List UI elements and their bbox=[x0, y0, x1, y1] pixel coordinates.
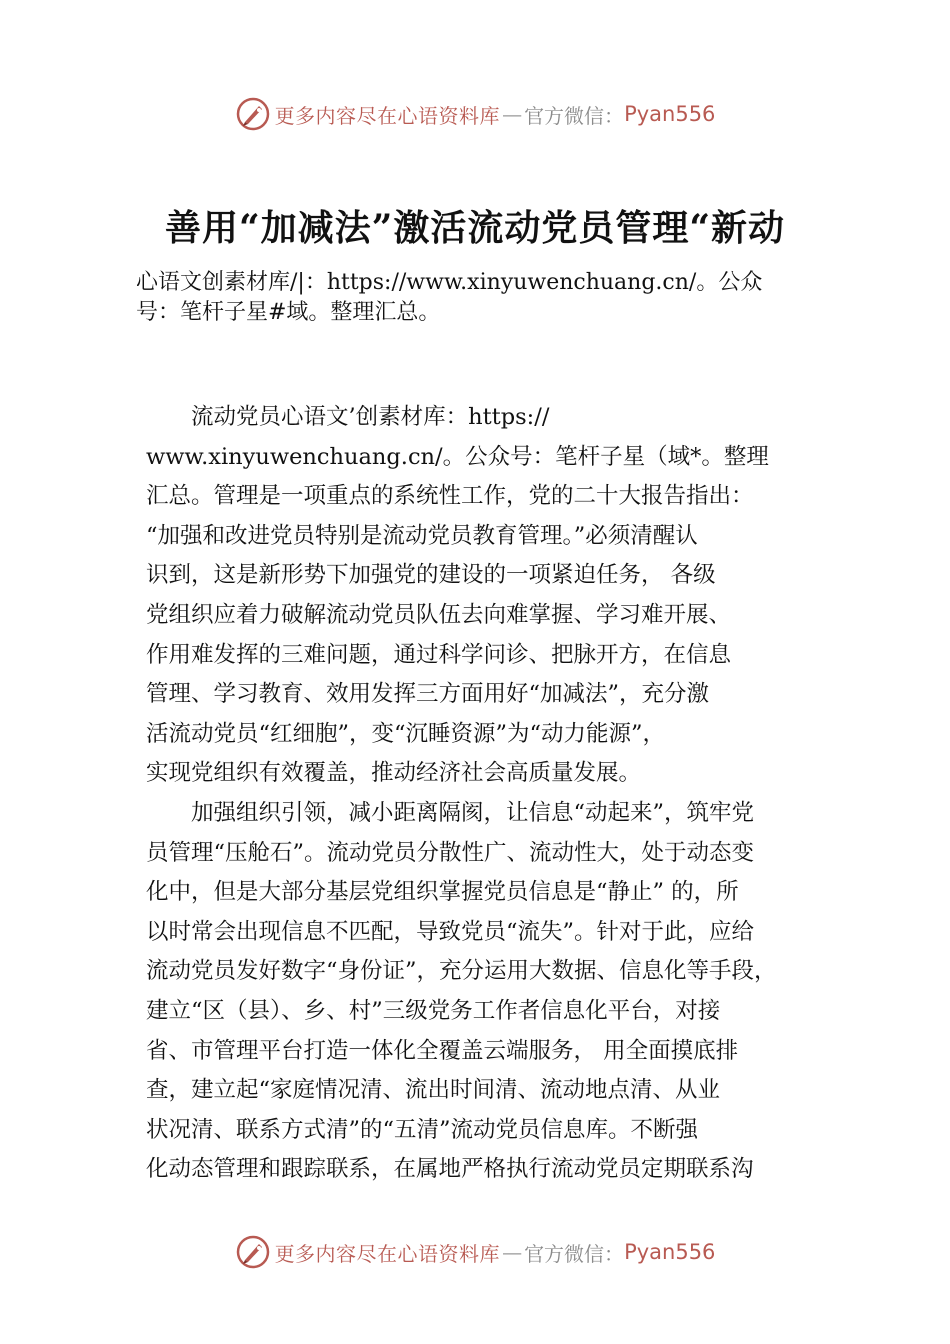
text-line: www.xinyuwenchuang.cn/。公众号：笔杆子星（域*。整理 bbox=[146, 443, 769, 470]
text-line: 查，建立起“家庭情况清、流出时间清、流动地点清、从业 bbox=[146, 1077, 721, 1104]
text-line: 建立“区（县）、乡、村”三级党务工作者信息化平台，对接 bbox=[146, 997, 721, 1024]
banner-wechat-id: Pyan556 bbox=[624, 1240, 716, 1264]
document-title: 善用“加减法”激活流动党员管理“新动 bbox=[164, 207, 786, 249]
footer-banner bbox=[0, 1232, 950, 1272]
text-line: 识到，这是新形势下加强党的建设的一项紧迫任务， 各级 bbox=[146, 562, 716, 589]
text-line: 省、市管理平台打造一体化全覆盖云端服务， 用全面摸底排 bbox=[146, 1037, 739, 1064]
text-line: 管理、学习教育、效用发挥三方面用好“加减法”，充分激 bbox=[146, 681, 710, 708]
text-line: 以时常会出现信息不匹配，导致党员“流失”。针对于此，应给 bbox=[146, 918, 755, 945]
text-line: 作用难发挥的三难问题，通过科学问诊、把脉开方，在信息 bbox=[146, 641, 732, 668]
paragraph-2 bbox=[146, 794, 846, 1190]
text-line: 活流动党员“红细胞”，变“沉睡资源”为“动力能源”， bbox=[146, 720, 666, 747]
banner-wechat-label: 官方微信： bbox=[524, 103, 625, 128]
banner-separator: — bbox=[502, 102, 523, 126]
text-line: 党组织应着力破解流动党员队伍去向难掌握、学习难开展、 bbox=[146, 601, 732, 628]
paragraph-1 bbox=[146, 398, 846, 794]
header-banner bbox=[0, 94, 950, 134]
text-line: 流动党员发好数字“身份证”，充分运用大数据、信息化等手段， bbox=[146, 958, 777, 985]
text-line: 化动态管理和跟踪联系，在属地严格执行流动党员定期联系沟 bbox=[146, 1156, 754, 1183]
banner-text: 更多内容尽在心语资料库 bbox=[274, 1241, 501, 1266]
text-line: 加强组织引领，减小距离隔阂，让信息“动起来”，筑牢党 bbox=[146, 800, 755, 826]
text-line: 化中，但是大部分基层党组织掌握党员信息是“静止” 的，所 bbox=[146, 879, 739, 906]
source-line: 号：笔杆子星#域。整理汇总。 bbox=[136, 300, 441, 325]
text-line: 员管理“压舱石”。流动党员分散性广、流动性大，处于动态变 bbox=[146, 839, 755, 866]
text-line: 流动党员心语文’创素材库：https:// bbox=[146, 404, 550, 430]
text-line: 实现党组织有效覆盖，推动经济社会高质量发展。 bbox=[146, 760, 642, 787]
banner-wechat-id: Pyan556 bbox=[624, 102, 716, 126]
source-line: 心语文创素材库/|：https://www.xinyuwenchuang.cn/。公众 bbox=[136, 270, 763, 295]
source-note bbox=[136, 268, 836, 328]
text-line: “加强和改进党员特别是流动党员教育管理。”必须清醒认 bbox=[146, 522, 698, 549]
banner-wechat-label: 官方微信： bbox=[524, 1241, 625, 1266]
text-line: 状况清、联系方式清”的“五清”流动党员信息库。不断强 bbox=[146, 1116, 699, 1143]
banner-text: 更多内容尽在心语资料库 bbox=[274, 103, 501, 128]
banner-separator: — bbox=[502, 1240, 523, 1264]
pen-logo-icon bbox=[235, 96, 271, 132]
text-line: 汇总。管理是一项重点的系统性工作，党的二十大报告指出： bbox=[146, 483, 754, 510]
pen-logo-icon bbox=[235, 1234, 271, 1270]
